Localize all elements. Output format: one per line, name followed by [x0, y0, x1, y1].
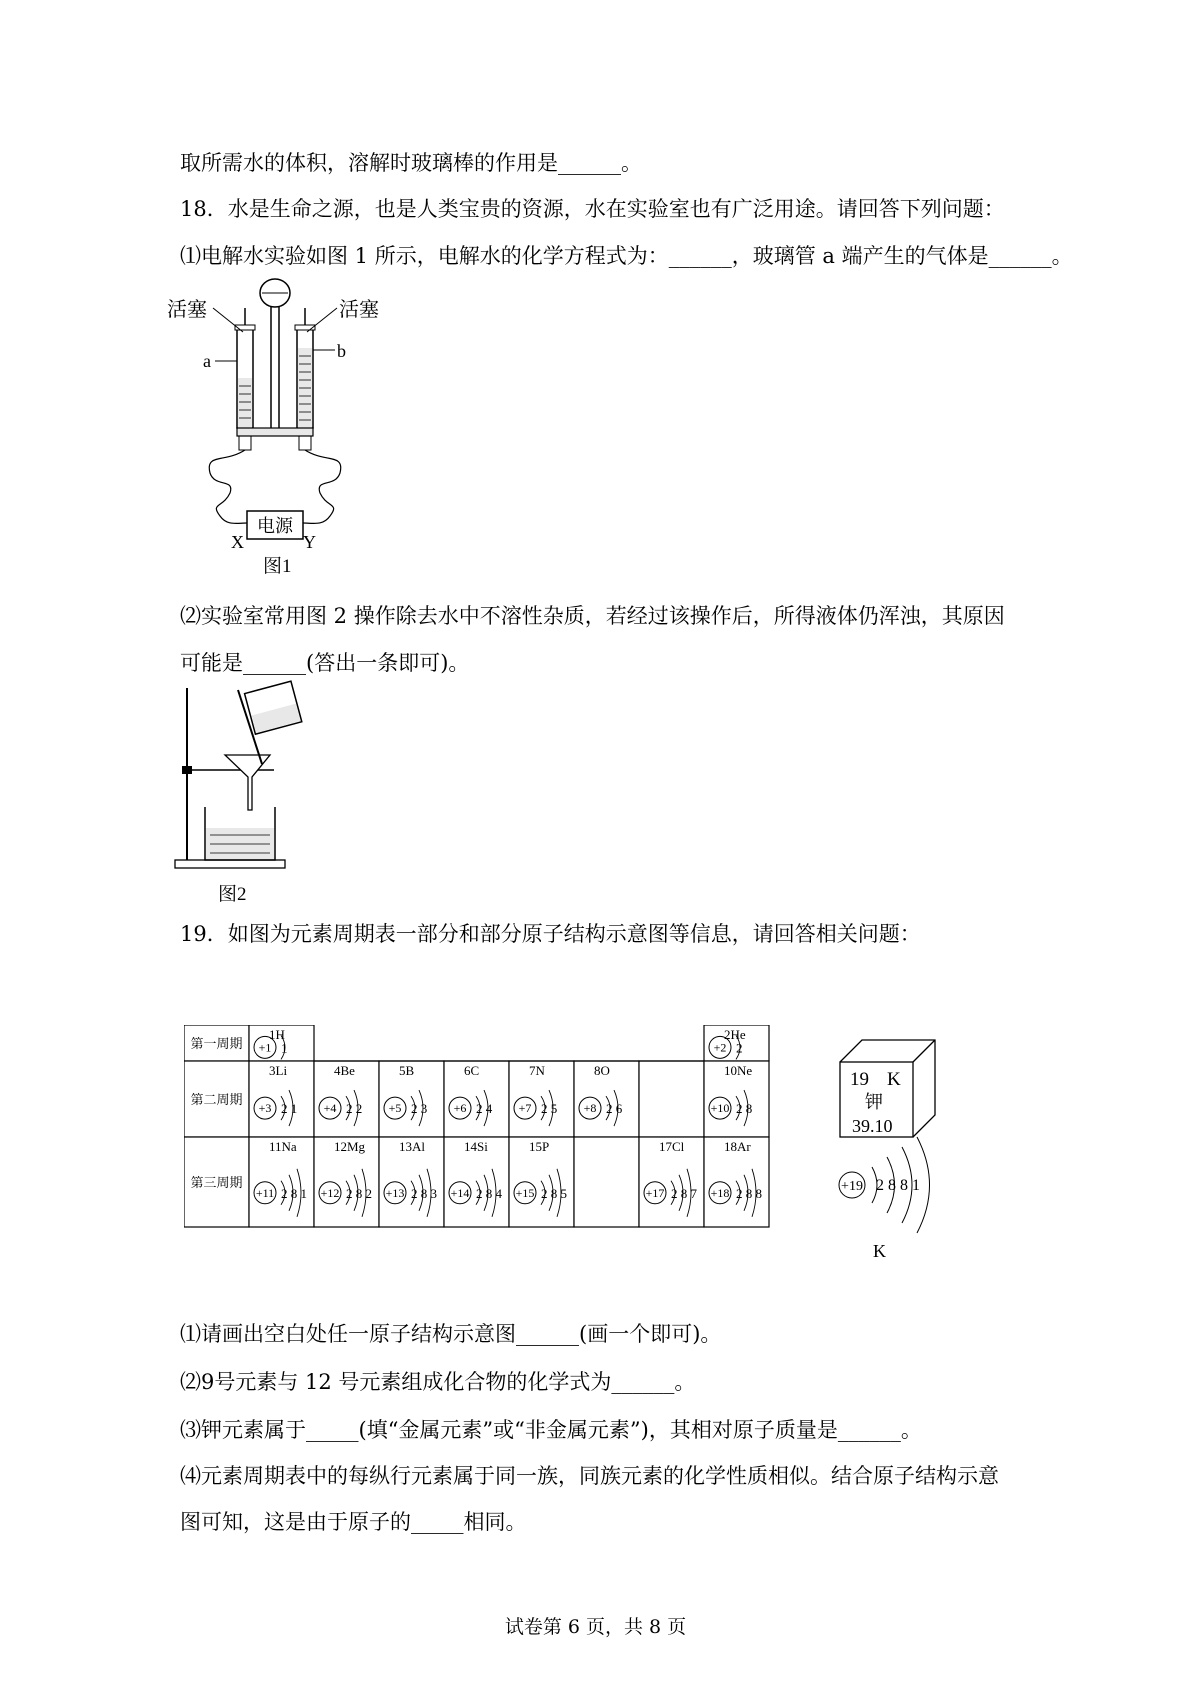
tube-a-label: a [203, 351, 211, 371]
figure-1-electrolysis [165, 268, 405, 578]
period-label: 第三周期 [190, 1175, 243, 1190]
element-symbol: 10Ne [724, 1063, 753, 1078]
question-19-stem: 19．如图为元素周期表一部分和部分原子结构示意图等信息，请回答相关问题： [180, 922, 921, 946]
figure-2-filtration [170, 680, 360, 910]
element-symbol: 18Ar [724, 1139, 751, 1154]
electron-shells: 2 8 3 [411, 1185, 437, 1201]
nucleus-charge: +14 [450, 1185, 470, 1200]
text-line-solution: 取所需水的体积，溶解时玻璃棒的作用是______。 [180, 151, 642, 175]
electron-shells: 2 8 1 [281, 1185, 307, 1201]
question-18-part2-a: ⑵实验室常用图 2 操作除去水中不溶性杂质，若经过该操作后，所得液体仍浑浊，其原因 [180, 604, 1005, 628]
nucleus-charge: +8 [583, 1101, 597, 1116]
electron-shells: 2 8 8 [736, 1185, 762, 1201]
potassium-element-card [840, 1040, 935, 1137]
element-symbol: 13Al [399, 1139, 425, 1154]
electron-shells: 2 1 [281, 1101, 298, 1117]
stopcock-label-right: 活塞 [339, 299, 379, 321]
nucleus-charge: +17 [645, 1185, 665, 1200]
electron-shells: 2 [736, 1040, 743, 1056]
nucleus-charge: +5 [388, 1101, 402, 1116]
nucleus-charge: +6 [453, 1101, 467, 1116]
period-label: 第一周期 [190, 1036, 243, 1051]
potassium-diagram-label: K [873, 1241, 886, 1261]
potassium-atomic-mass: 39.10 [852, 1116, 893, 1136]
nucleus-charge: +12 [320, 1185, 340, 1200]
question-18-part1: ⑴电解水实验如图 1 所示，电解水的化学方程式为：______，玻璃管 a 端产生的气体是______。 [180, 244, 1073, 268]
tube-b-label: b [337, 341, 346, 361]
electron-shells: 2 4 [476, 1101, 493, 1117]
electron-shells: 2 8 [736, 1101, 753, 1117]
question-19-part2: ⑵9号元素与 12 号元素组成化合物的化学式为______。 [180, 1370, 696, 1394]
nucleus-charge: +1 [258, 1040, 272, 1055]
electron-shells: 2 8 5 [541, 1185, 567, 1201]
nucleus-charge: +7 [518, 1101, 532, 1116]
element-symbol: 2He [724, 1027, 746, 1042]
nucleus-charge: +3 [258, 1101, 272, 1116]
nucleus-charge: +15 [515, 1185, 535, 1200]
nucleus-charge: +18 [710, 1185, 730, 1200]
electron-shells: 2 3 [411, 1101, 428, 1117]
question-18-stem: 18．水是生命之源，也是人类宝贵的资源，水在实验室也有广泛用途。请回答下列问题： [180, 197, 1005, 221]
element-symbol: 8O [594, 1063, 610, 1078]
element-symbol: 5B [399, 1063, 415, 1078]
potassium-atomic-number: 19 [850, 1069, 869, 1090]
element-symbol: 7N [529, 1063, 545, 1078]
electron-shells: 2 8 4 [476, 1185, 502, 1201]
nucleus-charge: +13 [385, 1185, 405, 1200]
page-footer: 试卷第 6 页，共 8 页 [504, 1616, 687, 1638]
element-symbol: 17Cl [659, 1139, 685, 1154]
nucleus-charge: +2 [713, 1040, 727, 1055]
question-19-part4-a: ⑷元素周期表中的每纵行元素属于同一族，同族元素的化学性质相似。结合原子结构示意 [180, 1464, 999, 1488]
question-19-part4-b: 图可知，这是由于原子的_____相同。 [180, 1510, 527, 1534]
electron-shells: 1 [281, 1040, 288, 1056]
element-symbol: 11Na [269, 1139, 297, 1154]
nucleus-charge: +11 [255, 1185, 275, 1200]
question-19-part3: ⑶钾元素属于_____(填“金属元素”或“非金属元素”)，其相对原子质量是______。 [180, 1418, 922, 1442]
nucleus-charge: +4 [323, 1101, 337, 1116]
element-symbol: 14Si [464, 1139, 488, 1154]
question-19-part1: ⑴请画出空白处任一原子结构示意图______(画一个即可)。 [180, 1322, 722, 1346]
potassium-symbol: K [887, 1069, 901, 1090]
electron-shells: 2 8 2 [346, 1185, 372, 1201]
figure-2-caption: 图2 [218, 884, 247, 905]
potassium-nucleus: +19 [841, 1179, 863, 1194]
electron-shells: 2 2 [346, 1101, 363, 1117]
electron-shells: 2 5 [541, 1101, 558, 1117]
electron-shells: 2 6 [606, 1101, 623, 1117]
element-symbol: 1H [269, 1027, 285, 1042]
potassium-electron-shells: 2 8 8 1 [876, 1177, 920, 1194]
stopcock-label-left: 活塞 [167, 299, 207, 321]
element-symbol: 6C [464, 1063, 480, 1078]
element-symbol: 4Be [334, 1063, 355, 1078]
figure-1-caption: 图1 [263, 556, 292, 577]
potassium-atom-diagram [839, 1137, 930, 1261]
electrode-x-label: X [231, 532, 244, 552]
element-symbol: 3Li [269, 1063, 288, 1078]
period-label: 第二周期 [190, 1092, 243, 1107]
question-18-part2-b: 可能是______(答出一条即可)。 [180, 651, 470, 675]
element-symbol: 12Mg [334, 1139, 366, 1154]
power-source-label: 电源 [257, 516, 293, 536]
electron-shells: 2 8 7 [671, 1185, 697, 1201]
element-symbol: 15P [529, 1139, 550, 1154]
potassium-name: 钾 [865, 1092, 883, 1112]
periodic-table-figure [184, 1025, 984, 1280]
electrode-y-label: Y [303, 532, 316, 552]
nucleus-charge: +10 [710, 1101, 730, 1116]
